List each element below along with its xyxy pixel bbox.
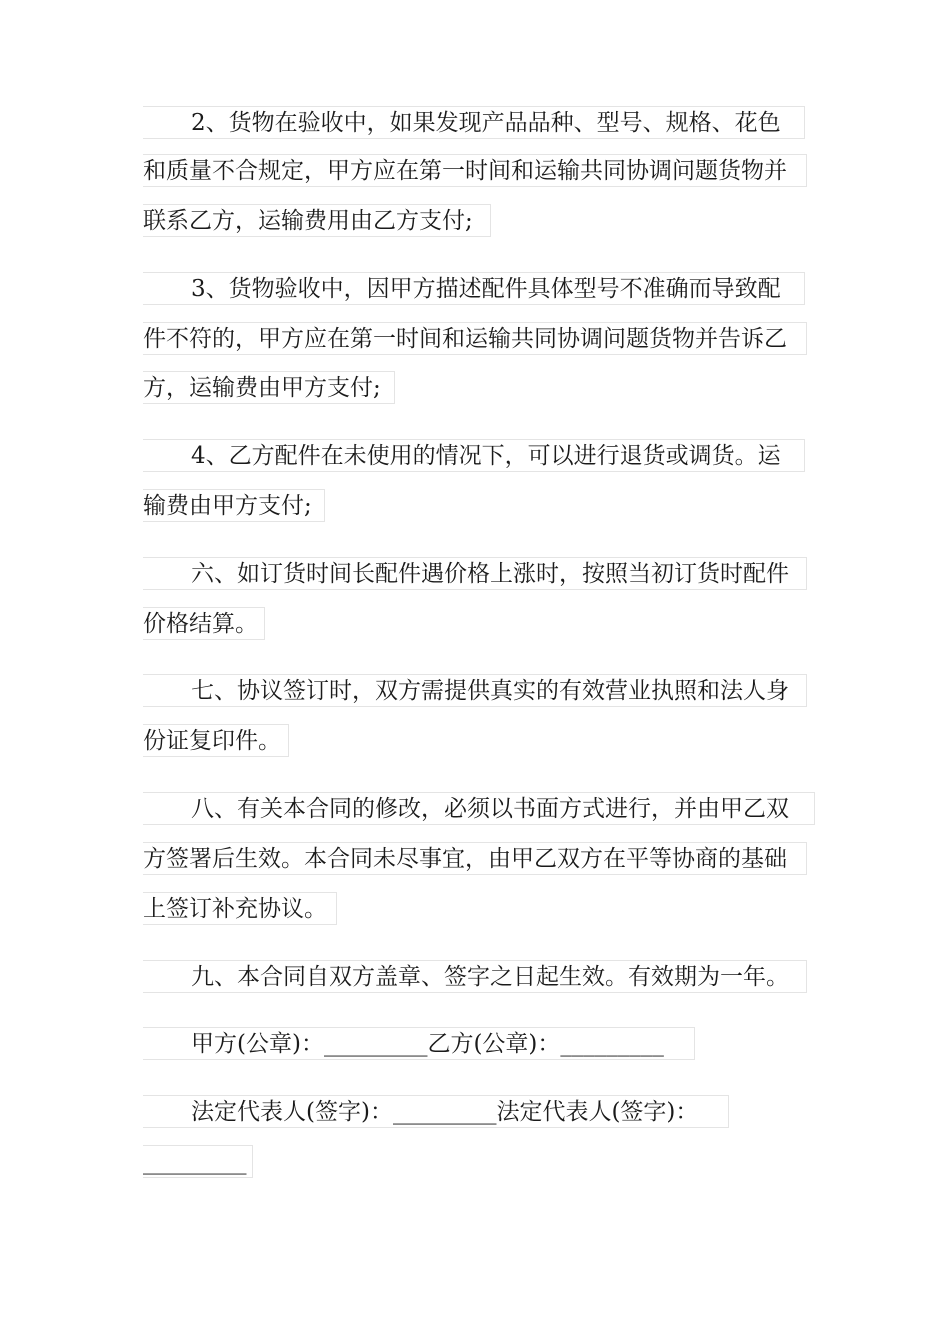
rep-signature-line-1: 法定代表人(签字)：_________法定代表人(签字)： — [143, 1095, 729, 1128]
clause-six-line-1: 六、如订货时间长配件遇价格上涨时，按照当初订货时配件 — [143, 557, 807, 590]
clause-2-line-2: 和质量不合规定，甲方应在第一时间和运输共同协调问题货物并 — [143, 154, 807, 187]
clause-4-line-1: 4、乙方配件在未使用的情况下，可以进行退货或调货。运 — [143, 439, 805, 472]
seal-line: 甲方(公章)：_________乙方(公章)：_________ — [143, 1027, 695, 1060]
clause-nine-line-1: 九、本合同自双方盖章、签字之日起生效。有效期为一年。 — [143, 960, 807, 993]
clause-2-line-1: 2、货物在验收中，如果发现产品品种、型号、规格、花色 — [143, 106, 805, 139]
clause-3-line-3: 方，运输费由甲方支付; — [143, 371, 395, 404]
clause-seven-line-2: 份证复印件。 — [143, 724, 289, 757]
rep-signature-line-2: _________ — [143, 1145, 253, 1178]
clause-six-line-2: 价格结算。 — [143, 607, 265, 640]
clause-3-line-1: 3、货物验收中，因甲方描述配件具体型号不准确而导致配 — [143, 272, 805, 305]
clause-2-line-3: 联系乙方，运输费用由乙方支付; — [143, 204, 491, 237]
clause-eight-line-1: 八、有关本合同的修改，必须以书面方式进行，并由甲乙双 — [143, 792, 815, 825]
clause-4-line-2: 输费由甲方支付; — [143, 489, 325, 522]
clause-eight-line-2: 方签署后生效。本合同未尽事宜，由甲乙双方在平等协商的基础 — [143, 842, 807, 875]
clause-3-line-2: 件不符的，甲方应在第一时间和运输共同协调问题货物并告诉乙 — [143, 322, 807, 355]
clause-seven-line-1: 七、协议签订时，双方需提供真实的有效营业执照和法人身 — [143, 674, 807, 707]
clause-eight-line-3: 上签订补充协议。 — [143, 892, 337, 925]
